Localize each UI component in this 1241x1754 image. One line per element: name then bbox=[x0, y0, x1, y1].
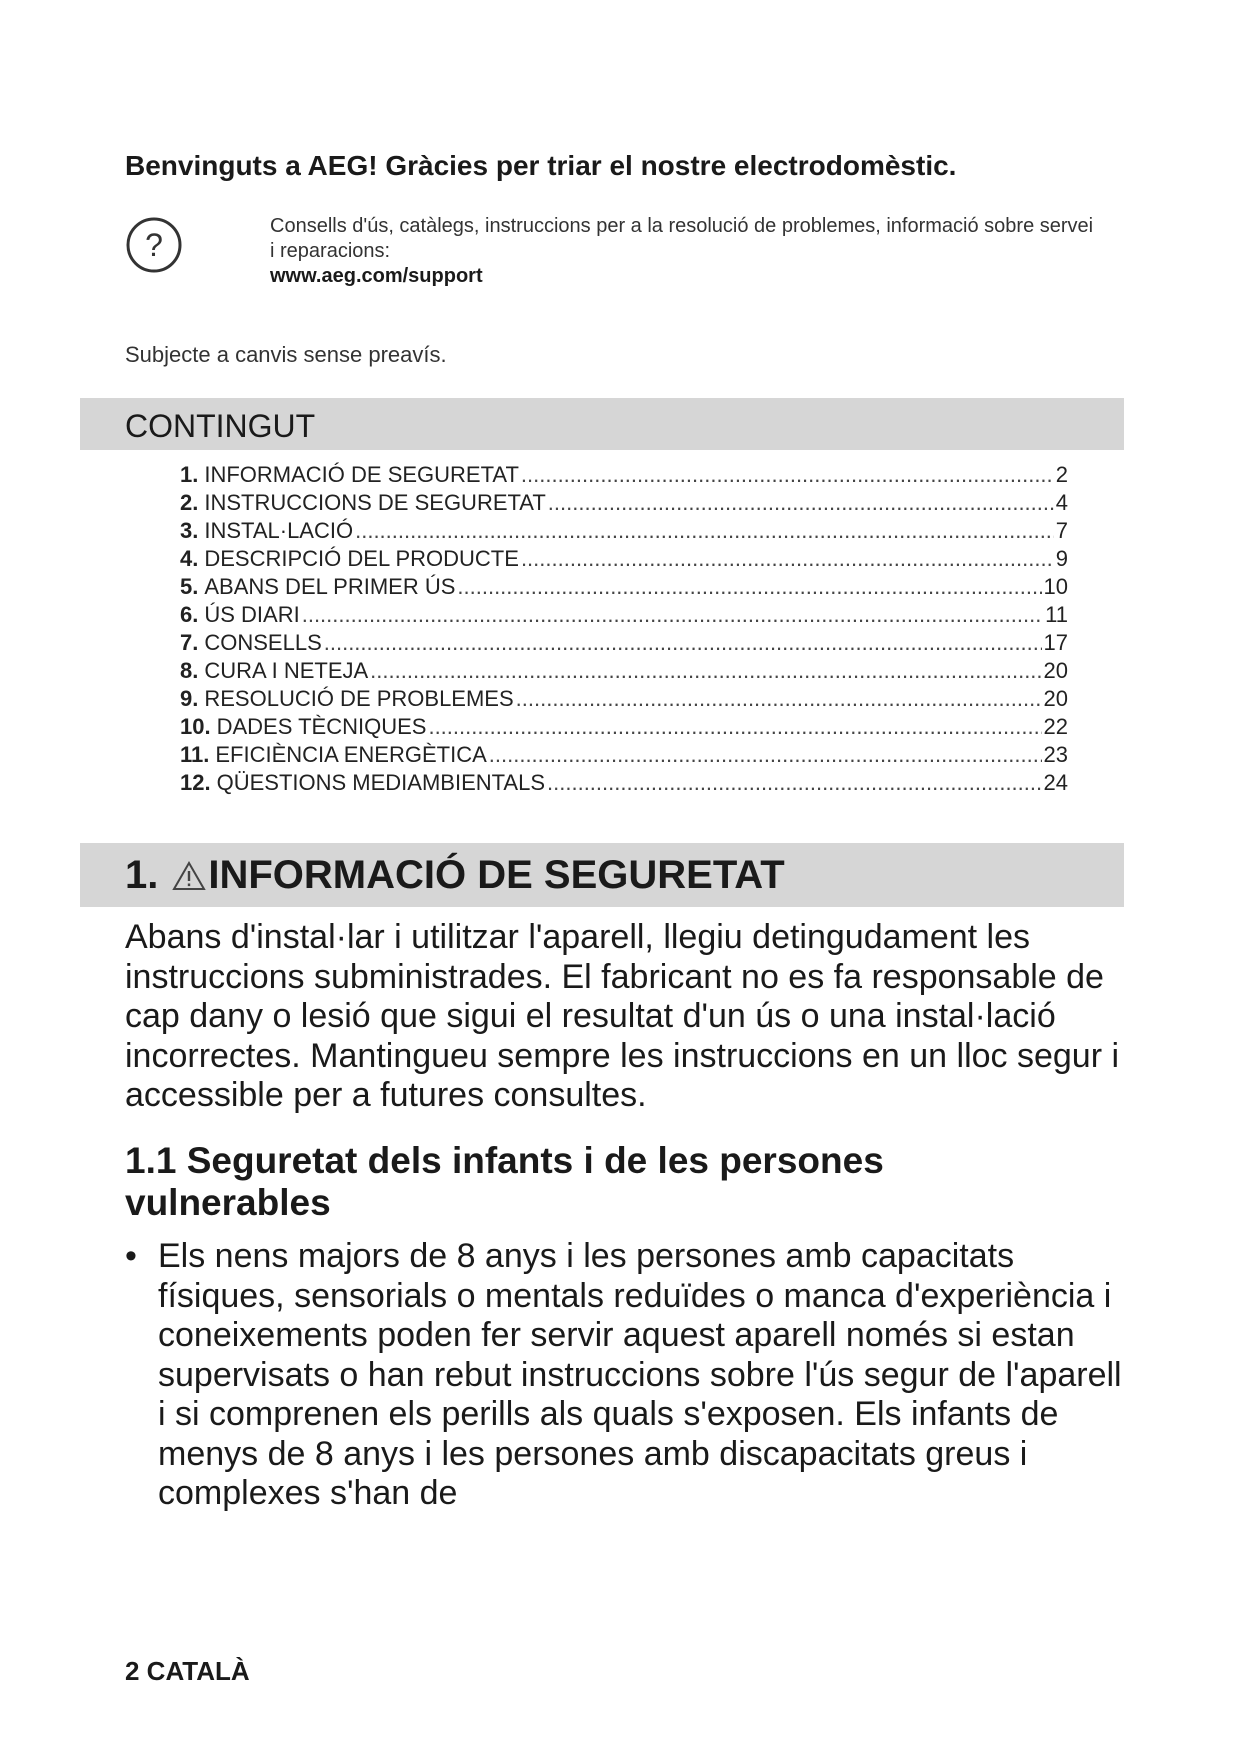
toc-leader-dots bbox=[324, 630, 1042, 656]
toc-leader-dots bbox=[547, 770, 1042, 796]
toc-item[interactable] bbox=[180, 686, 1068, 714]
toc-leader-dots bbox=[355, 518, 1054, 544]
toc-item[interactable] bbox=[180, 602, 1068, 630]
svg-text:?: ? bbox=[145, 227, 163, 263]
toc-item-page: 7 bbox=[1055, 518, 1068, 543]
section1-title: INFORMACIÓ DE SEGURETAT bbox=[208, 853, 785, 897]
toc-item-page: 20 bbox=[1043, 658, 1068, 683]
page-footer: 2 CATALÀ bbox=[125, 1656, 250, 1686]
toc-item[interactable] bbox=[180, 462, 1068, 490]
toc-item-page: 24 bbox=[1043, 770, 1068, 795]
toc-item-title: CURA I NETEJA bbox=[204, 658, 369, 683]
support-info bbox=[270, 214, 1100, 289]
toc-item-title: INSTRUCCIONS DE SEGURETAT bbox=[204, 490, 546, 515]
toc-leader-dots bbox=[521, 462, 1054, 488]
toc-item-title: INSTAL·LACIÓ bbox=[204, 518, 354, 543]
toc-item-number: 11. bbox=[180, 742, 210, 767]
question-circle-icon bbox=[125, 216, 183, 274]
toc-item-page: 2 bbox=[1055, 462, 1068, 487]
subsection-1-1-heading: 1.1 Seguretat dels infants i de les persones vulnerables bbox=[125, 1140, 884, 1223]
toc-leader-dots bbox=[489, 742, 1042, 768]
toc-item-number: 7. bbox=[180, 630, 199, 655]
toc-item-title: QÜESTIONS MEDIAMBIENTALS bbox=[216, 770, 546, 795]
bullet-text: Els nens majors de 8 anys i les persones amb capacitats físiques, sensorials o mentals reduïdes o manca d'experiència i coneixements poden fer servir aquest aparell només si estan supervisats o han rebut instruccions sobre l'ús segur de l'aparell i si comprenen els perills als quals s'exposen. Els infants de menys de 8 anys i les persones amb discapacitats greus i complexes s'han de bbox=[158, 1237, 1122, 1512]
toc-item[interactable] bbox=[180, 770, 1068, 798]
toc-item-number: 4. bbox=[180, 546, 199, 571]
toc-item-title: DADES TÈCNIQUES bbox=[216, 714, 427, 739]
toc-item-number: 9. bbox=[180, 686, 199, 711]
contents-header-band bbox=[80, 398, 1124, 450]
toc-item-number: 5. bbox=[180, 574, 199, 599]
toc-item-title: ÚS DIARI bbox=[204, 602, 300, 627]
toc-leader-dots bbox=[521, 546, 1054, 572]
toc-leader-dots bbox=[548, 490, 1054, 516]
toc-item-number: 2. bbox=[180, 490, 199, 515]
toc-item-number: 1. bbox=[180, 462, 199, 487]
toc-item-page: 4 bbox=[1055, 490, 1068, 515]
section1-number: 1. bbox=[125, 853, 159, 897]
section1-header-band bbox=[80, 843, 1124, 907]
toc-item-number: 3. bbox=[180, 518, 199, 543]
toc-item[interactable] bbox=[180, 658, 1068, 686]
subject-to-change-note: Subjecte a canvis sense preavís. bbox=[125, 342, 447, 367]
table-of-contents bbox=[180, 462, 1068, 798]
toc-item-number: 8. bbox=[180, 658, 199, 683]
toc-item[interactable] bbox=[180, 490, 1068, 518]
toc-item[interactable] bbox=[180, 546, 1068, 574]
toc-leader-dots bbox=[370, 658, 1041, 684]
contents-title: CONTINGUT bbox=[125, 408, 316, 444]
toc-item[interactable] bbox=[180, 574, 1068, 602]
toc-item-number: 12. bbox=[180, 770, 211, 795]
bullet-marker: • bbox=[125, 1237, 137, 1275]
toc-item-page: 9 bbox=[1055, 546, 1068, 571]
welcome-heading: Benvinguts a AEG! Gràcies per triar el nostre electrodomèstic. bbox=[125, 150, 957, 181]
toc-item[interactable] bbox=[180, 518, 1068, 546]
toc-item-title: ABANS DEL PRIMER ÚS bbox=[204, 574, 456, 599]
support-link[interactable]: www.aeg.com/support bbox=[270, 265, 483, 287]
warning-triangle-icon bbox=[172, 861, 206, 891]
toc-leader-dots bbox=[457, 574, 1041, 600]
bullet-list-item bbox=[125, 1237, 1135, 1514]
toc-item-title: RESOLUCIÓ DE PROBLEMES bbox=[204, 686, 514, 711]
toc-item-page: 23 bbox=[1043, 742, 1068, 767]
toc-item[interactable] bbox=[180, 714, 1068, 742]
toc-item-page: 11 bbox=[1045, 602, 1068, 627]
toc-leader-dots bbox=[516, 686, 1042, 712]
toc-item-title: EFICIÈNCIA ENERGÈTICA bbox=[215, 742, 487, 767]
toc-item-number: 10. bbox=[180, 714, 211, 739]
toc-item[interactable] bbox=[180, 630, 1068, 658]
toc-item-page: 10 bbox=[1043, 574, 1068, 599]
toc-item-number: 6. bbox=[180, 602, 199, 627]
support-description: Consells d'ús, catàlegs, instruccions per a la resolució de problemes, informació sobre servei i reparacions: bbox=[270, 215, 1094, 262]
toc-item-page: 17 bbox=[1043, 630, 1068, 655]
toc-item-title: DESCRIPCIÓ DEL PRODUCTE bbox=[204, 546, 519, 571]
toc-item-title: INFORMACIÓ DE SEGURETAT bbox=[204, 462, 519, 487]
toc-leader-dots bbox=[302, 602, 1043, 628]
toc-item-title: CONSELLS bbox=[204, 630, 322, 655]
toc-leader-dots bbox=[428, 714, 1041, 740]
toc-item-page: 20 bbox=[1043, 686, 1068, 711]
section1-heading bbox=[125, 853, 785, 898]
section1-intro-paragraph: Abans d'instal·lar i utilitzar l'aparell, llegiu detingudament les instruccions subministrades. El fabricant no es fa responsable de cap dany o lesió que sigui el resultat d'un ús o una instal·lació incorrectes. Mantingueu sempre les instruccions en un lloc segur i accessible per a futures consultes. bbox=[125, 918, 1120, 1114]
toc-item-page: 22 bbox=[1043, 714, 1068, 739]
toc-item[interactable] bbox=[180, 742, 1068, 770]
